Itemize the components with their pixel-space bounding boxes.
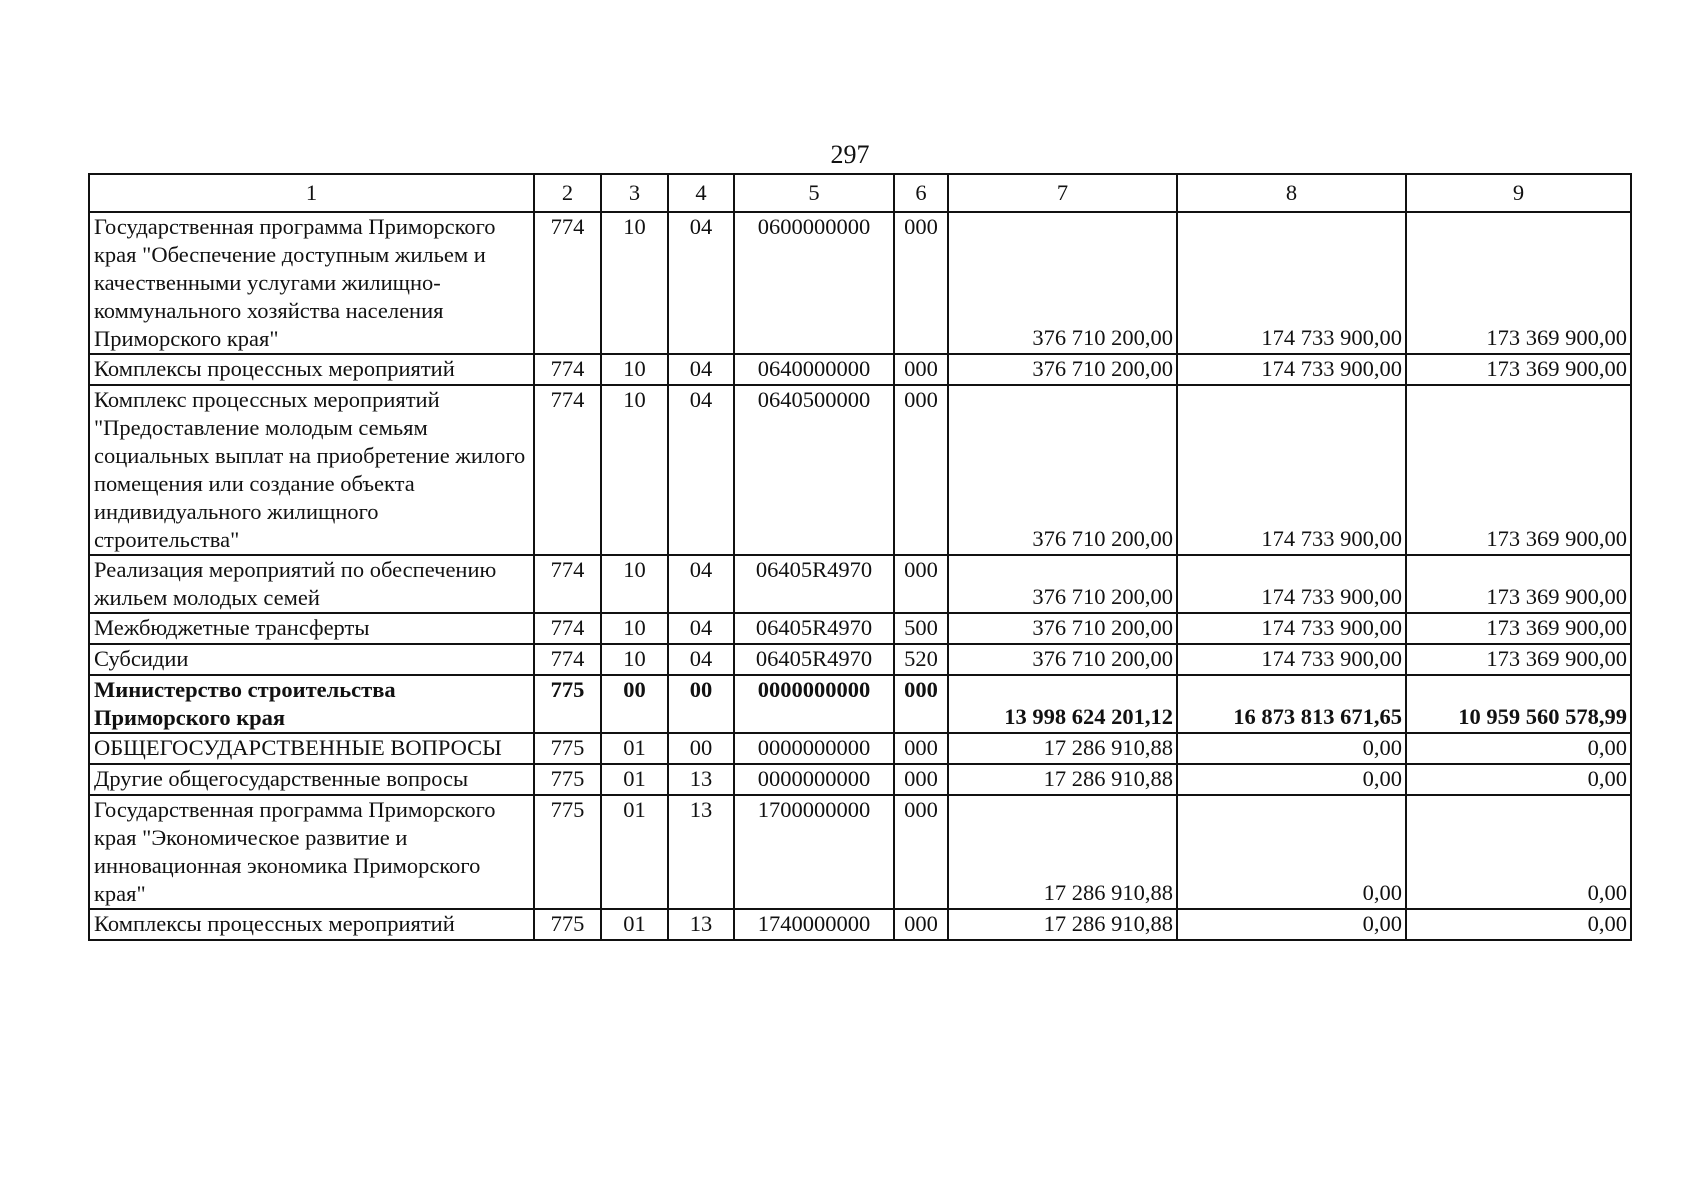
table-row	[89, 354, 1631, 385]
subsection-cell: 04	[668, 555, 734, 613]
expense-type-cell: 000	[894, 555, 948, 613]
column-header: 1	[89, 174, 534, 212]
program-code-cell: 775	[534, 764, 601, 795]
amount-year3-cell: 10 959 560 578,99	[1406, 675, 1631, 733]
amount-year2-cell: 0,00	[1177, 733, 1406, 764]
amount-year2-cell: 16 873 813 671,65	[1177, 675, 1406, 733]
item-name-cell: Комплекс процессных мероприятий "Предоставление молодым семьям социальных выплат на приобретение жилого помещения или создание объекта индивидуального жилищного строительства"	[89, 385, 534, 555]
subsection-cell: 00	[668, 733, 734, 764]
expense-type-cell: 000	[894, 733, 948, 764]
subsection-cell: 04	[668, 212, 734, 354]
amount-year3-cell: 173 369 900,00	[1406, 555, 1631, 613]
program-code-cell: 774	[534, 613, 601, 644]
amount-year3-cell: 0,00	[1406, 733, 1631, 764]
program-code-cell: 774	[534, 644, 601, 675]
expense-type-cell: 000	[894, 795, 948, 909]
program-code-cell: 775	[534, 733, 601, 764]
amount-year2-cell: 174 733 900,00	[1177, 354, 1406, 385]
amount-year1-cell: 17 286 910,88	[948, 795, 1177, 909]
column-header: 6	[894, 174, 948, 212]
subsection-cell: 13	[668, 909, 734, 940]
section-cell: 01	[601, 733, 668, 764]
table-row	[89, 733, 1631, 764]
subsection-cell: 04	[668, 354, 734, 385]
table-header-row	[89, 174, 1631, 212]
amount-year1-cell: 17 286 910,88	[948, 764, 1177, 795]
expense-type-cell: 000	[894, 354, 948, 385]
amount-year1-cell: 376 710 200,00	[948, 385, 1177, 555]
amount-year3-cell: 0,00	[1406, 909, 1631, 940]
amount-year1-cell: 376 710 200,00	[948, 212, 1177, 354]
table-row	[89, 644, 1631, 675]
amount-year3-cell: 173 369 900,00	[1406, 212, 1631, 354]
program-code-cell: 775	[534, 909, 601, 940]
target-article-cell: 0640500000	[734, 385, 894, 555]
target-article-cell: 06405R4970	[734, 613, 894, 644]
amount-year3-cell: 173 369 900,00	[1406, 644, 1631, 675]
target-article-cell: 0640000000	[734, 354, 894, 385]
program-code-cell: 774	[534, 555, 601, 613]
table-row	[89, 212, 1631, 354]
amount-year3-cell: 173 369 900,00	[1406, 613, 1631, 644]
column-header: 3	[601, 174, 668, 212]
amount-year1-cell: 17 286 910,88	[948, 733, 1177, 764]
amount-year2-cell: 0,00	[1177, 795, 1406, 909]
column-header: 8	[1177, 174, 1406, 212]
amount-year3-cell: 173 369 900,00	[1406, 354, 1631, 385]
column-header: 4	[668, 174, 734, 212]
expense-type-cell: 000	[894, 212, 948, 354]
budget-table	[88, 173, 1632, 941]
program-code-cell: 775	[534, 795, 601, 909]
subsection-cell: 04	[668, 613, 734, 644]
subsection-cell: 00	[668, 675, 734, 733]
table-row	[89, 555, 1631, 613]
target-article-cell: 0000000000	[734, 733, 894, 764]
table-row	[89, 909, 1631, 940]
table-row	[89, 675, 1631, 733]
amount-year1-cell: 17 286 910,88	[948, 909, 1177, 940]
subsection-cell: 04	[668, 644, 734, 675]
section-cell: 10	[601, 212, 668, 354]
column-header: 5	[734, 174, 894, 212]
item-name-cell: Комплексы процессных мероприятий	[89, 354, 534, 385]
amount-year1-cell: 376 710 200,00	[948, 644, 1177, 675]
section-cell: 01	[601, 764, 668, 795]
section-cell: 10	[601, 555, 668, 613]
expense-type-cell: 000	[894, 675, 948, 733]
column-header: 2	[534, 174, 601, 212]
section-cell: 01	[601, 795, 668, 909]
subsection-cell: 13	[668, 795, 734, 909]
amount-year3-cell: 0,00	[1406, 764, 1631, 795]
column-header: 7	[948, 174, 1177, 212]
item-name-cell: Министерство строительства Приморского края	[89, 675, 534, 733]
amount-year2-cell: 174 733 900,00	[1177, 555, 1406, 613]
program-code-cell: 774	[534, 212, 601, 354]
amount-year1-cell: 376 710 200,00	[948, 354, 1177, 385]
section-cell: 10	[601, 354, 668, 385]
section-cell: 01	[601, 909, 668, 940]
amount-year1-cell: 376 710 200,00	[948, 613, 1177, 644]
amount-year1-cell: 13 998 624 201,12	[948, 675, 1177, 733]
item-name-cell: Государственная программа Приморского края "Обеспечение доступным жильем и качественными услугами жилищно-коммунального хозяйства населения Приморского края"	[89, 212, 534, 354]
expense-type-cell: 000	[894, 764, 948, 795]
section-cell: 10	[601, 613, 668, 644]
section-cell: 10	[601, 644, 668, 675]
item-name-cell: Реализация мероприятий по обеспечению жильем молодых семей	[89, 555, 534, 613]
target-article-cell: 06405R4970	[734, 555, 894, 613]
amount-year2-cell: 174 733 900,00	[1177, 613, 1406, 644]
expense-type-cell: 000	[894, 385, 948, 555]
target-article-cell: 1700000000	[734, 795, 894, 909]
target-article-cell: 0600000000	[734, 212, 894, 354]
amount-year2-cell: 0,00	[1177, 764, 1406, 795]
expense-type-cell: 000	[894, 909, 948, 940]
target-article-cell: 06405R4970	[734, 644, 894, 675]
item-name-cell: Межбюджетные трансферты	[89, 613, 534, 644]
item-name-cell: ОБЩЕГОСУДАРСТВЕННЫЕ ВОПРОСЫ	[89, 733, 534, 764]
amount-year2-cell: 174 733 900,00	[1177, 385, 1406, 555]
subsection-cell: 13	[668, 764, 734, 795]
item-name-cell: Комплексы процессных мероприятий	[89, 909, 534, 940]
program-code-cell: 774	[534, 354, 601, 385]
section-cell: 10	[601, 385, 668, 555]
expense-type-cell: 520	[894, 644, 948, 675]
table-row	[89, 795, 1631, 909]
item-name-cell: Другие общегосударственные вопросы	[89, 764, 534, 795]
program-code-cell: 775	[534, 675, 601, 733]
amount-year1-cell: 376 710 200,00	[948, 555, 1177, 613]
subsection-cell: 04	[668, 385, 734, 555]
amount-year3-cell: 173 369 900,00	[1406, 385, 1631, 555]
item-name-cell: Субсидии	[89, 644, 534, 675]
amount-year2-cell: 174 733 900,00	[1177, 644, 1406, 675]
target-article-cell: 0000000000	[734, 675, 894, 733]
section-cell: 00	[601, 675, 668, 733]
amount-year2-cell: 174 733 900,00	[1177, 212, 1406, 354]
item-name-cell: Государственная программа Приморского края "Экономическое развитие и инновационная экономика Приморского края"	[89, 795, 534, 909]
target-article-cell: 1740000000	[734, 909, 894, 940]
column-header: 9	[1406, 174, 1631, 212]
program-code-cell: 774	[534, 385, 601, 555]
target-article-cell: 0000000000	[734, 764, 894, 795]
page-number: 297	[830, 140, 870, 169]
table-row	[89, 385, 1631, 555]
amount-year2-cell: 0,00	[1177, 909, 1406, 940]
table-row	[89, 613, 1631, 644]
amount-year3-cell: 0,00	[1406, 795, 1631, 909]
table-row	[89, 764, 1631, 795]
expense-type-cell: 500	[894, 613, 948, 644]
